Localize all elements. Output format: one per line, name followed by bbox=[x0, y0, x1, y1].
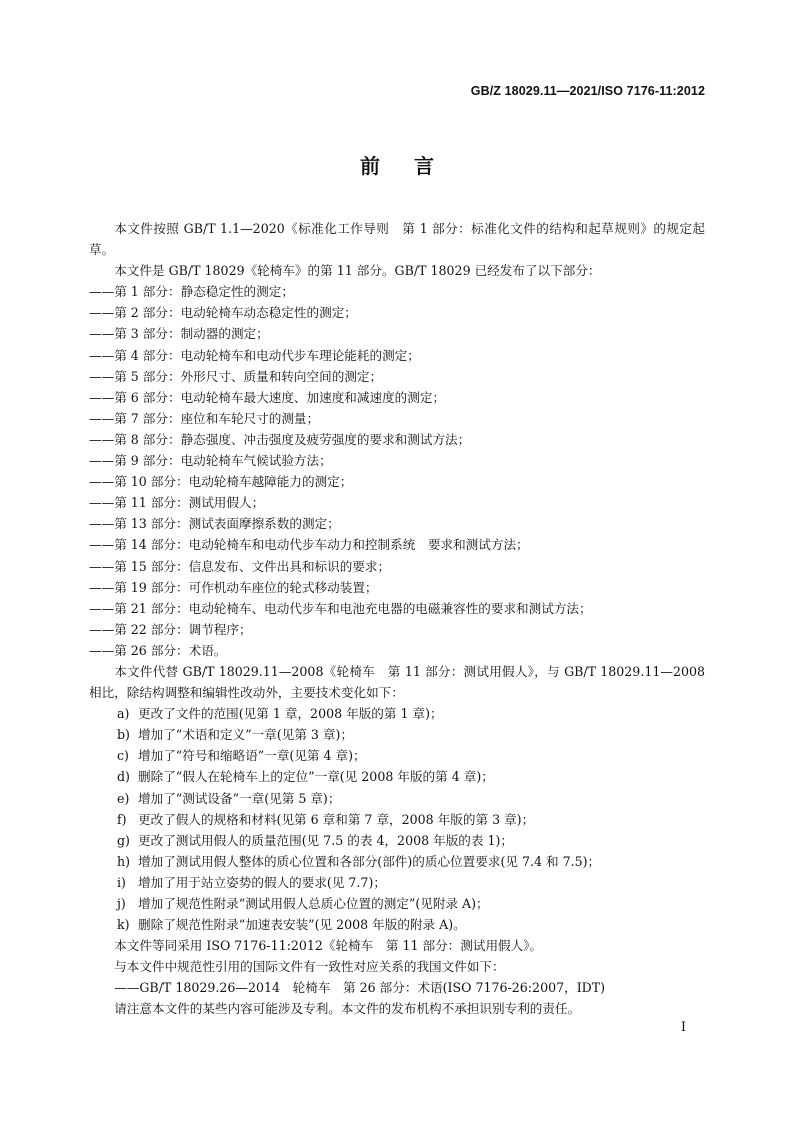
dash-mark: —— bbox=[89, 537, 115, 553]
change-label: d) bbox=[117, 769, 130, 785]
change-text: 更改了文件的范围(见第 1 章，2008 年版的第 1 章)； bbox=[138, 706, 443, 722]
dash-mark: —— bbox=[89, 495, 115, 511]
part-text: 第 9 部分：电动轮椅车气候试验方法； bbox=[114, 453, 332, 469]
part-list-item bbox=[89, 387, 705, 408]
dash-mark: —— bbox=[89, 326, 115, 342]
part-text: 第 22 部分：调节程序； bbox=[114, 621, 252, 637]
part-list-item bbox=[89, 366, 705, 387]
change-text: 增加了规范性附录“测试用假人总质心位置的测定”(见附录 A)； bbox=[138, 896, 489, 911]
change-label: j) bbox=[117, 896, 126, 911]
change-label: g) bbox=[117, 832, 130, 848]
foreword-body bbox=[89, 218, 705, 1020]
parts-list bbox=[89, 281, 705, 661]
part-text: 第 11 部分：测试用假人； bbox=[114, 495, 265, 511]
dash-mark: —— bbox=[89, 642, 115, 658]
change-label: h) bbox=[117, 853, 131, 869]
change-text: 删除了规范性附录“加速表安装”(见 2008 年版的附录 A)。 bbox=[138, 917, 466, 933]
part-list-item bbox=[89, 345, 705, 366]
part-list-item bbox=[89, 492, 705, 513]
part-list-item bbox=[89, 534, 705, 555]
part-text: 第 14 部分：电动轮椅车和电动代步车动力和控制系统 要求和测试方法； bbox=[114, 537, 529, 553]
page-number: I bbox=[681, 1019, 686, 1034]
change-list-item bbox=[89, 851, 705, 872]
change-list-item bbox=[89, 703, 705, 724]
part-text: 第 6 部分：电动轮椅车最大速度、加速度和减速度的测定； bbox=[114, 389, 446, 405]
reference-intro: 与本文件中规范性引用的国际文件有一致性对应关系的我国文件如下： bbox=[114, 959, 505, 975]
part-list-item bbox=[89, 577, 705, 598]
change-list-item bbox=[89, 724, 705, 745]
patent-notice: 请注意本文件的某些内容可能涉及专利。本文件的发布机构不承担识别专利的责任。 bbox=[114, 1001, 581, 1017]
part-list-item bbox=[89, 598, 705, 619]
change-text: 增加了用于站立姿势的假人的要求(见 7.7)； bbox=[138, 874, 386, 890]
part-list-item bbox=[89, 513, 705, 534]
change-list-item bbox=[89, 893, 705, 914]
dash-mark: —— bbox=[89, 453, 115, 469]
change-list-item bbox=[89, 745, 705, 766]
change-label: c) bbox=[117, 748, 129, 764]
part-list-item bbox=[89, 323, 705, 344]
change-text: 增加了测试用假人整体的质心位置和各部分(部件)的质心位置要求(见 7.4 和 7.5)； bbox=[138, 853, 601, 869]
part-text: 第 10 部分：电动轮椅车越障能力的测定； bbox=[114, 474, 353, 490]
change-label: e) bbox=[117, 790, 130, 806]
dash-mark: —— bbox=[89, 347, 115, 363]
part-list-item bbox=[89, 471, 705, 492]
part-text: 第 21 部分：电动轮椅车、电动代步车和电池充电器的电磁兼容性的要求和测试方法； bbox=[114, 600, 592, 616]
dash-mark: —— bbox=[89, 368, 115, 384]
part-text: 第 3 部分：制动器的测定； bbox=[114, 326, 269, 342]
change-text: 删除了“假人在轮椅车上的定位”一章(见 2008 年版的第 4 章)； bbox=[138, 769, 494, 785]
change-list-item bbox=[89, 914, 705, 935]
intro-paragraph-2: 本文件是 GB/T 18029《轮椅车》的第 11 部分。GB/T 18029 已经发布了以下部分： bbox=[114, 263, 601, 279]
dash-mark: —— bbox=[89, 305, 115, 321]
part-list-item bbox=[89, 450, 705, 471]
part-text: 第 5 部分：外形尺寸、质量和转向空间的测定； bbox=[114, 368, 383, 384]
part-text: 第 8 部分：静态强度、冲击强度及疲劳强度的要求和测试方法； bbox=[114, 431, 471, 447]
part-text: 第 1 部分：静态稳定性的测定； bbox=[114, 284, 294, 300]
change-text: 增加了“测试设备”一章(见第 5 章)； bbox=[138, 790, 341, 806]
part-text: 第 19 部分：可作机动车座位的轮式移动装置； bbox=[114, 579, 378, 595]
change-text: 更改了测试用假人的质量范围(见 7.5 的表 4，2008 年版的表 1)； bbox=[138, 832, 514, 848]
change-label: k) bbox=[117, 917, 130, 933]
dash-mark: —— bbox=[89, 284, 115, 300]
part-text: 第 4 部分：电动轮椅车和电动代步车理论能耗的测定； bbox=[114, 347, 420, 363]
part-list-item bbox=[89, 281, 705, 302]
intro-paragraph-1: 本文件按照 GB/T 1.1—2020《标准化工作导则 第 1 部分：标准化文件的结构和起草规则》的规定起草。 bbox=[89, 221, 705, 258]
part-list-item bbox=[89, 408, 705, 429]
dash-mark: —— bbox=[89, 558, 115, 574]
dash-mark: —— bbox=[89, 389, 115, 405]
document-code-header: GB/Z 18029.11—2021/ISO 7176-11:2012 bbox=[470, 84, 705, 98]
part-list-item bbox=[89, 619, 705, 640]
part-text: 第 7 部分：座位和车轮尺寸的测量； bbox=[114, 410, 320, 426]
part-text: 第 2 部分：电动轮椅车动态稳定性的测定； bbox=[114, 305, 357, 321]
dash-mark: —— bbox=[89, 600, 115, 616]
dash-mark: —— bbox=[89, 579, 115, 595]
replace-paragraph: 本文件代替 GB/T 18029.11—2008《轮椅车 第 11 部分：测试用假人》，与 GB/T 18029.11—2008 相比，除结构调整和编辑性改动外，主要技术变化如下： bbox=[89, 663, 705, 701]
change-list-item bbox=[89, 872, 705, 893]
part-text: 第 26 部分：术语。 bbox=[114, 642, 227, 658]
dash-mark: —— bbox=[89, 410, 115, 426]
part-list-item bbox=[89, 640, 705, 661]
part-list-item bbox=[89, 556, 705, 577]
page-title: 前言 bbox=[360, 154, 468, 178]
change-text: 更改了假人的规格和材料(见第 6 章和第 7 章，2008 年版的第 3 章)； bbox=[138, 811, 535, 827]
part-text: 第 15 部分：信息发布、文件出具和标识的要求； bbox=[114, 558, 391, 574]
equivalence-paragraph: 本文件等同采用 ISO 7176-11:2012《轮椅车 第 11 部分：测试用假人》。 bbox=[114, 938, 543, 954]
part-list-item bbox=[89, 429, 705, 450]
change-list-item bbox=[89, 788, 705, 809]
change-label: i) bbox=[117, 874, 126, 890]
dash-mark: —— bbox=[89, 516, 115, 532]
change-list-item bbox=[89, 830, 705, 851]
part-text: 第 13 部分：测试表面摩擦系数的测定； bbox=[114, 516, 340, 532]
dash-mark: —— bbox=[89, 474, 115, 490]
change-text: 增加了“术语和定义”一章(见第 3 章)； bbox=[138, 727, 354, 743]
part-list-item bbox=[89, 302, 705, 323]
dash-mark: —— bbox=[89, 621, 115, 637]
change-list-item bbox=[89, 809, 705, 830]
change-list-item bbox=[89, 766, 705, 787]
change-label: b) bbox=[117, 727, 130, 743]
reference-item: ——GB/T 18029.26—2014 轮椅车 第 26 部分：术语(ISO 7176-26:2007，IDT) bbox=[114, 980, 606, 996]
changes-list bbox=[89, 703, 705, 935]
change-label: f) bbox=[117, 811, 127, 827]
dash-mark: —— bbox=[89, 431, 115, 447]
change-text: 增加了“符号和缩略语”一章(见第 4 章)； bbox=[138, 748, 366, 764]
change-label: a) bbox=[117, 706, 130, 722]
